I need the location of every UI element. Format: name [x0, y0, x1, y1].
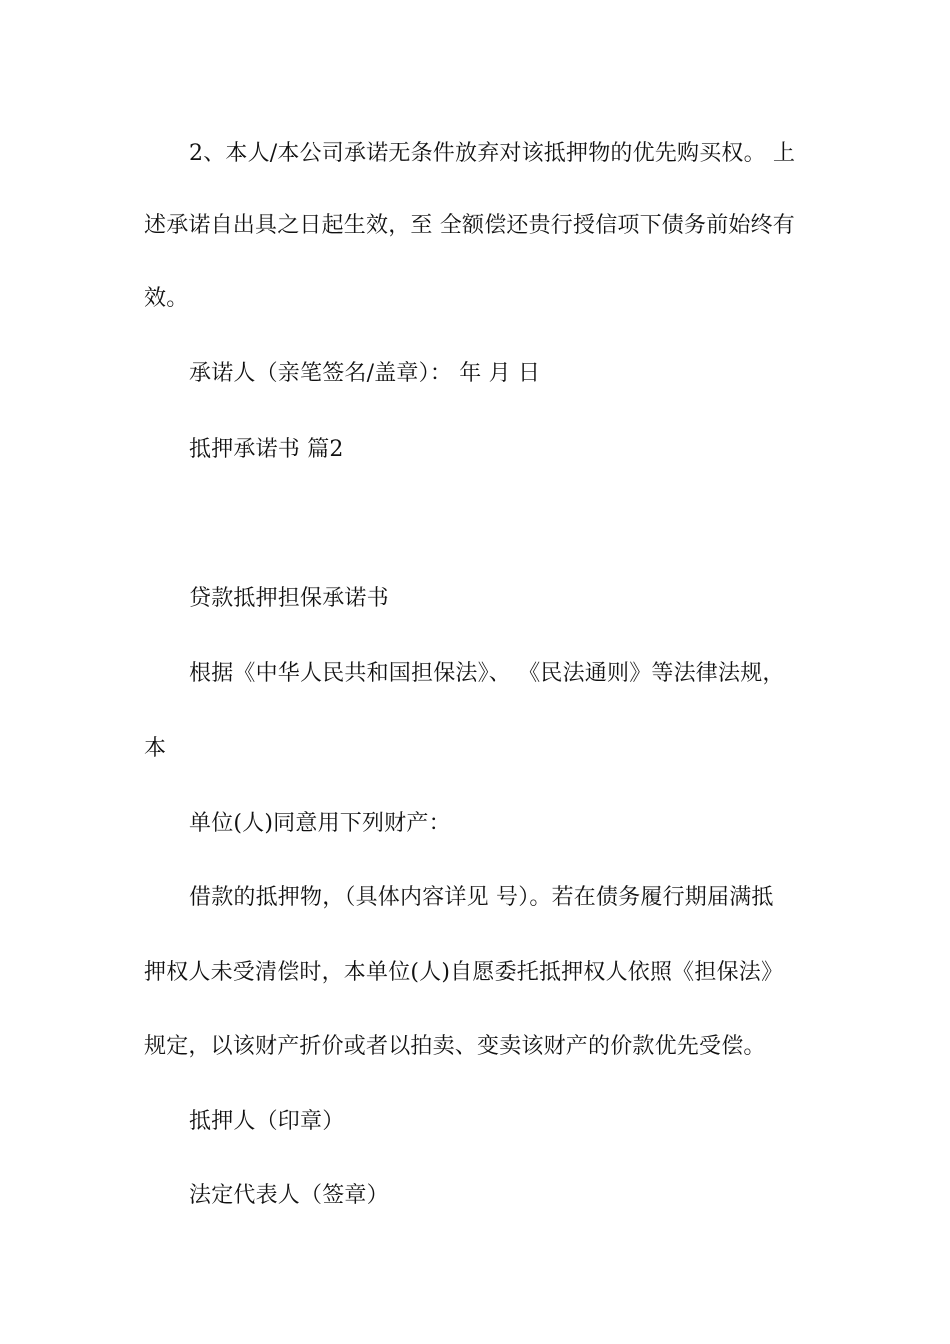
signature-line: 承诺人（亲笔签名/盖章）： 年 月 日: [189, 361, 541, 386]
para4-line3: 规定，以该财产折价或者以拍卖、变卖该财产的价款优先受偿。: [144, 1034, 766, 1059]
document-title: 贷款抵押担保承诺书: [189, 586, 389, 611]
para4-line1: 借款的抵押物，（具体内容详见 号）。若在债务履行期届满抵: [189, 885, 774, 910]
section-heading: 抵押承诺书 篇2: [189, 437, 344, 462]
para1-line2: 述承诺自出具之日起生效，至 全额偿还贵行授信项下债务前始终有: [144, 213, 795, 238]
legal-representative-label: 法定代表人（签章）: [189, 1183, 389, 1208]
para4-line2: 押权人未受清偿时，本单位(人)自愿委托抵押权人依照《担保法》: [144, 960, 784, 985]
para1-line1: 2、本人/本公司承诺无条件放弃对该抵押物的优先购买权。 上: [189, 141, 796, 166]
para2-line2: 本: [144, 736, 167, 761]
mortgagor-label: 抵押人（印章）: [189, 1109, 345, 1134]
para2-line1: 根据《中华人民共和国担保法》、 《民法通则》等法律法规，: [189, 661, 785, 686]
para1-line3: 效。: [144, 286, 189, 311]
para3: 单位(人)同意用下列财产：: [189, 811, 451, 836]
